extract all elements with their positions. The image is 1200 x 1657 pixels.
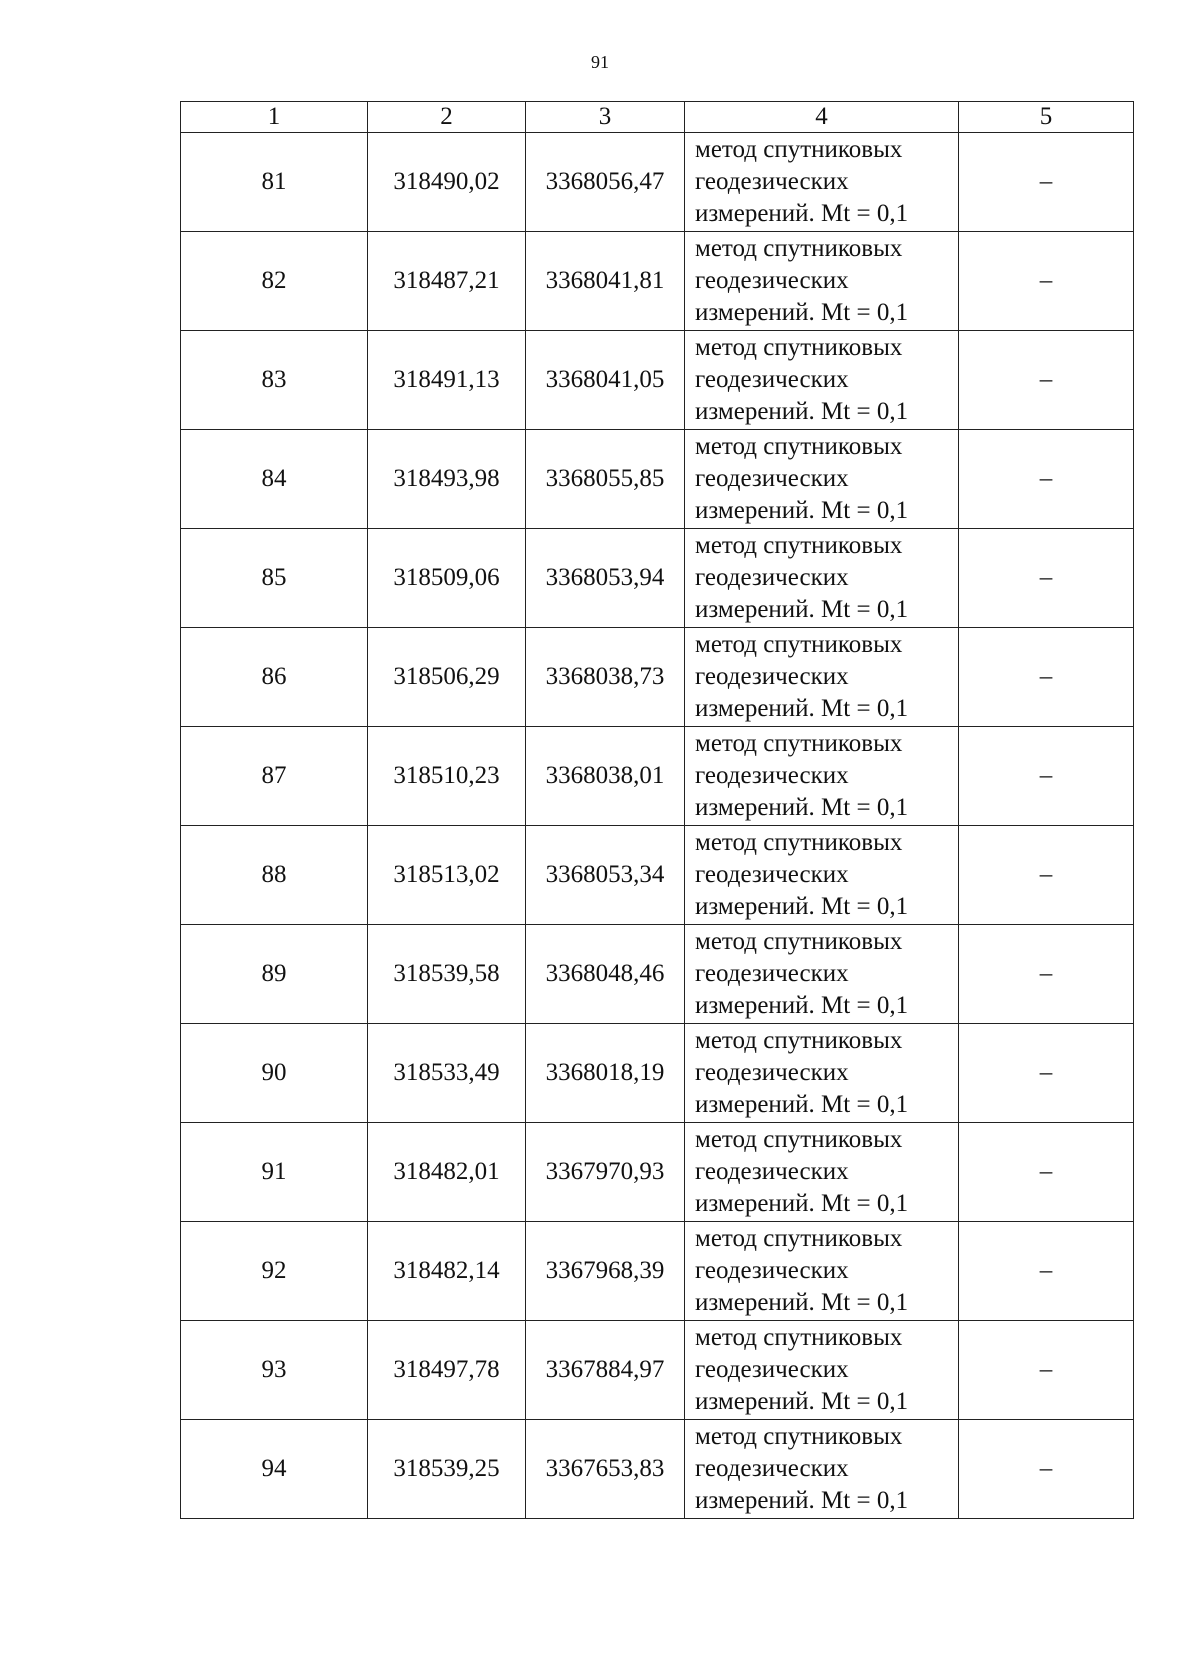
point-number: 83	[181, 331, 368, 430]
coordinate-x: 318482,14	[368, 1222, 526, 1321]
point-number: 81	[181, 133, 368, 232]
table-row	[181, 628, 1134, 727]
coordinate-x: 318506,29	[368, 628, 526, 727]
coordinate-x: 318491,13	[368, 331, 526, 430]
method-line: измерений. Mt = 0,1	[695, 1487, 909, 1514]
method-line: геодезических	[695, 1059, 849, 1086]
table-row	[181, 727, 1134, 826]
point-number: 88	[181, 826, 368, 925]
point-number: 87	[181, 727, 368, 826]
coordinate-y: 3368053,34	[526, 826, 685, 925]
method-line: геодезических	[695, 1257, 849, 1284]
method-line: измерений. Mt = 0,1	[695, 200, 909, 227]
note-value: –	[959, 133, 1134, 232]
note-value: –	[959, 628, 1134, 727]
table-row	[181, 1321, 1134, 1420]
method-line: метод спутниковых	[695, 334, 903, 361]
method-description	[685, 826, 959, 925]
method-line: измерений. Mt = 0,1	[695, 1289, 909, 1316]
method-description	[685, 430, 959, 529]
coordinate-y: 3368038,73	[526, 628, 685, 727]
coordinate-x: 318539,25	[368, 1420, 526, 1519]
method-line: геодезических	[695, 1158, 849, 1185]
table-row	[181, 232, 1134, 331]
note-value: –	[959, 1321, 1134, 1420]
note-value: –	[959, 727, 1134, 826]
method-line: геодезических	[695, 762, 849, 789]
method-description	[685, 1222, 959, 1321]
table-row	[181, 1024, 1134, 1123]
coordinate-x: 318510,23	[368, 727, 526, 826]
coordinate-x: 318513,02	[368, 826, 526, 925]
table-row	[181, 1123, 1134, 1222]
coordinate-y: 3368041,05	[526, 331, 685, 430]
table-row	[181, 133, 1134, 232]
note-value: –	[959, 925, 1134, 1024]
table-body	[181, 133, 1134, 1519]
coordinate-y: 3368018,19	[526, 1024, 685, 1123]
method-description	[685, 1321, 959, 1420]
method-line: измерений. Mt = 0,1	[695, 992, 909, 1019]
header-row	[181, 102, 1134, 133]
table-row	[181, 529, 1134, 628]
method-line: измерений. Mt = 0,1	[695, 794, 909, 821]
note-value: –	[959, 1123, 1134, 1222]
table-row	[181, 331, 1134, 430]
method-description	[685, 925, 959, 1024]
method-line: метод спутниковых	[695, 136, 903, 163]
coordinate-y: 3367653,83	[526, 1420, 685, 1519]
table-row	[181, 430, 1134, 529]
method-description	[685, 1024, 959, 1123]
coordinate-x: 318487,21	[368, 232, 526, 331]
method-line: метод спутниковых	[695, 631, 903, 658]
method-line: метод спутниковых	[695, 829, 903, 856]
coordinate-x: 318497,78	[368, 1321, 526, 1420]
point-number: 85	[181, 529, 368, 628]
method-description	[685, 1123, 959, 1222]
coordinate-y: 3368055,85	[526, 430, 685, 529]
coordinate-x: 318509,06	[368, 529, 526, 628]
table-row	[181, 826, 1134, 925]
note-value: –	[959, 430, 1134, 529]
coordinate-x: 318533,49	[368, 1024, 526, 1123]
method-description	[685, 232, 959, 331]
coordinate-y: 3368041,81	[526, 232, 685, 331]
coordinate-y: 3368048,46	[526, 925, 685, 1024]
method-line: измерений. Mt = 0,1	[695, 1091, 909, 1118]
method-description	[685, 529, 959, 628]
method-line: измерений. Mt = 0,1	[695, 596, 909, 623]
point-number: 84	[181, 430, 368, 529]
method-line: метод спутниковых	[695, 433, 903, 460]
method-line: метод спутниковых	[695, 1225, 903, 1252]
note-value: –	[959, 331, 1134, 430]
point-number: 94	[181, 1420, 368, 1519]
method-line: метод спутниковых	[695, 235, 903, 262]
coordinate-x: 318493,98	[368, 430, 526, 529]
method-line: метод спутниковых	[695, 730, 903, 757]
coordinate-y: 3368056,47	[526, 133, 685, 232]
column-header-4: 4	[685, 102, 959, 133]
method-description	[685, 628, 959, 727]
point-number: 86	[181, 628, 368, 727]
method-description	[685, 331, 959, 430]
coordinate-y: 3367970,93	[526, 1123, 685, 1222]
coordinate-y: 3367884,97	[526, 1321, 685, 1420]
coordinate-y: 3368038,01	[526, 727, 685, 826]
note-value: –	[959, 232, 1134, 331]
table-row	[181, 1420, 1134, 1519]
table-header	[181, 102, 1134, 133]
method-line: метод спутниковых	[695, 1423, 903, 1450]
column-header-3: 3	[526, 102, 685, 133]
note-value: –	[959, 1024, 1134, 1123]
method-line: метод спутниковых	[695, 1027, 903, 1054]
method-description	[685, 1420, 959, 1519]
column-header-1: 1	[181, 102, 368, 133]
method-line: геодезических	[695, 663, 849, 690]
coordinate-x: 318482,01	[368, 1123, 526, 1222]
page-number: 91	[591, 52, 609, 72]
point-number: 91	[181, 1123, 368, 1222]
note-value: –	[959, 1420, 1134, 1519]
method-line: измерений. Mt = 0,1	[695, 1388, 909, 1415]
method-line: геодезических	[695, 861, 849, 888]
method-line: измерений. Mt = 0,1	[695, 695, 909, 722]
column-header-5: 5	[959, 102, 1134, 133]
method-line: геодезических	[695, 267, 849, 294]
point-number: 92	[181, 1222, 368, 1321]
point-number: 82	[181, 232, 368, 331]
method-line: метод спутниковых	[695, 1324, 903, 1351]
method-line: геодезических	[695, 1356, 849, 1383]
coordinate-y: 3368053,94	[526, 529, 685, 628]
method-line: измерений. Mt = 0,1	[695, 1190, 909, 1217]
method-line: геодезических	[695, 366, 849, 393]
method-line: измерений. Mt = 0,1	[695, 299, 909, 326]
note-value: –	[959, 1222, 1134, 1321]
table-row	[181, 1222, 1134, 1321]
coordinate-y: 3367968,39	[526, 1222, 685, 1321]
method-line: геодезических	[695, 564, 849, 591]
note-value: –	[959, 529, 1134, 628]
method-line: метод спутниковых	[695, 928, 903, 955]
method-line: геодезических	[695, 960, 849, 987]
method-line: метод спутниковых	[695, 1126, 903, 1153]
method-description	[685, 727, 959, 826]
method-description	[685, 133, 959, 232]
point-number: 93	[181, 1321, 368, 1420]
point-number: 89	[181, 925, 368, 1024]
table-row	[181, 925, 1134, 1024]
point-number: 90	[181, 1024, 368, 1123]
note-value: –	[959, 826, 1134, 925]
method-line: геодезических	[695, 465, 849, 492]
method-line: измерений. Mt = 0,1	[695, 398, 909, 425]
method-line: измерений. Mt = 0,1	[695, 497, 909, 524]
method-line: метод спутниковых	[695, 532, 903, 559]
coordinate-x: 318490,02	[368, 133, 526, 232]
column-header-2: 2	[368, 102, 526, 133]
coordinate-x: 318539,58	[368, 925, 526, 1024]
method-line: геодезических	[695, 1455, 849, 1482]
method-line: геодезических	[695, 168, 849, 195]
method-line: измерений. Mt = 0,1	[695, 893, 909, 920]
coordinates-table	[180, 101, 1134, 1519]
